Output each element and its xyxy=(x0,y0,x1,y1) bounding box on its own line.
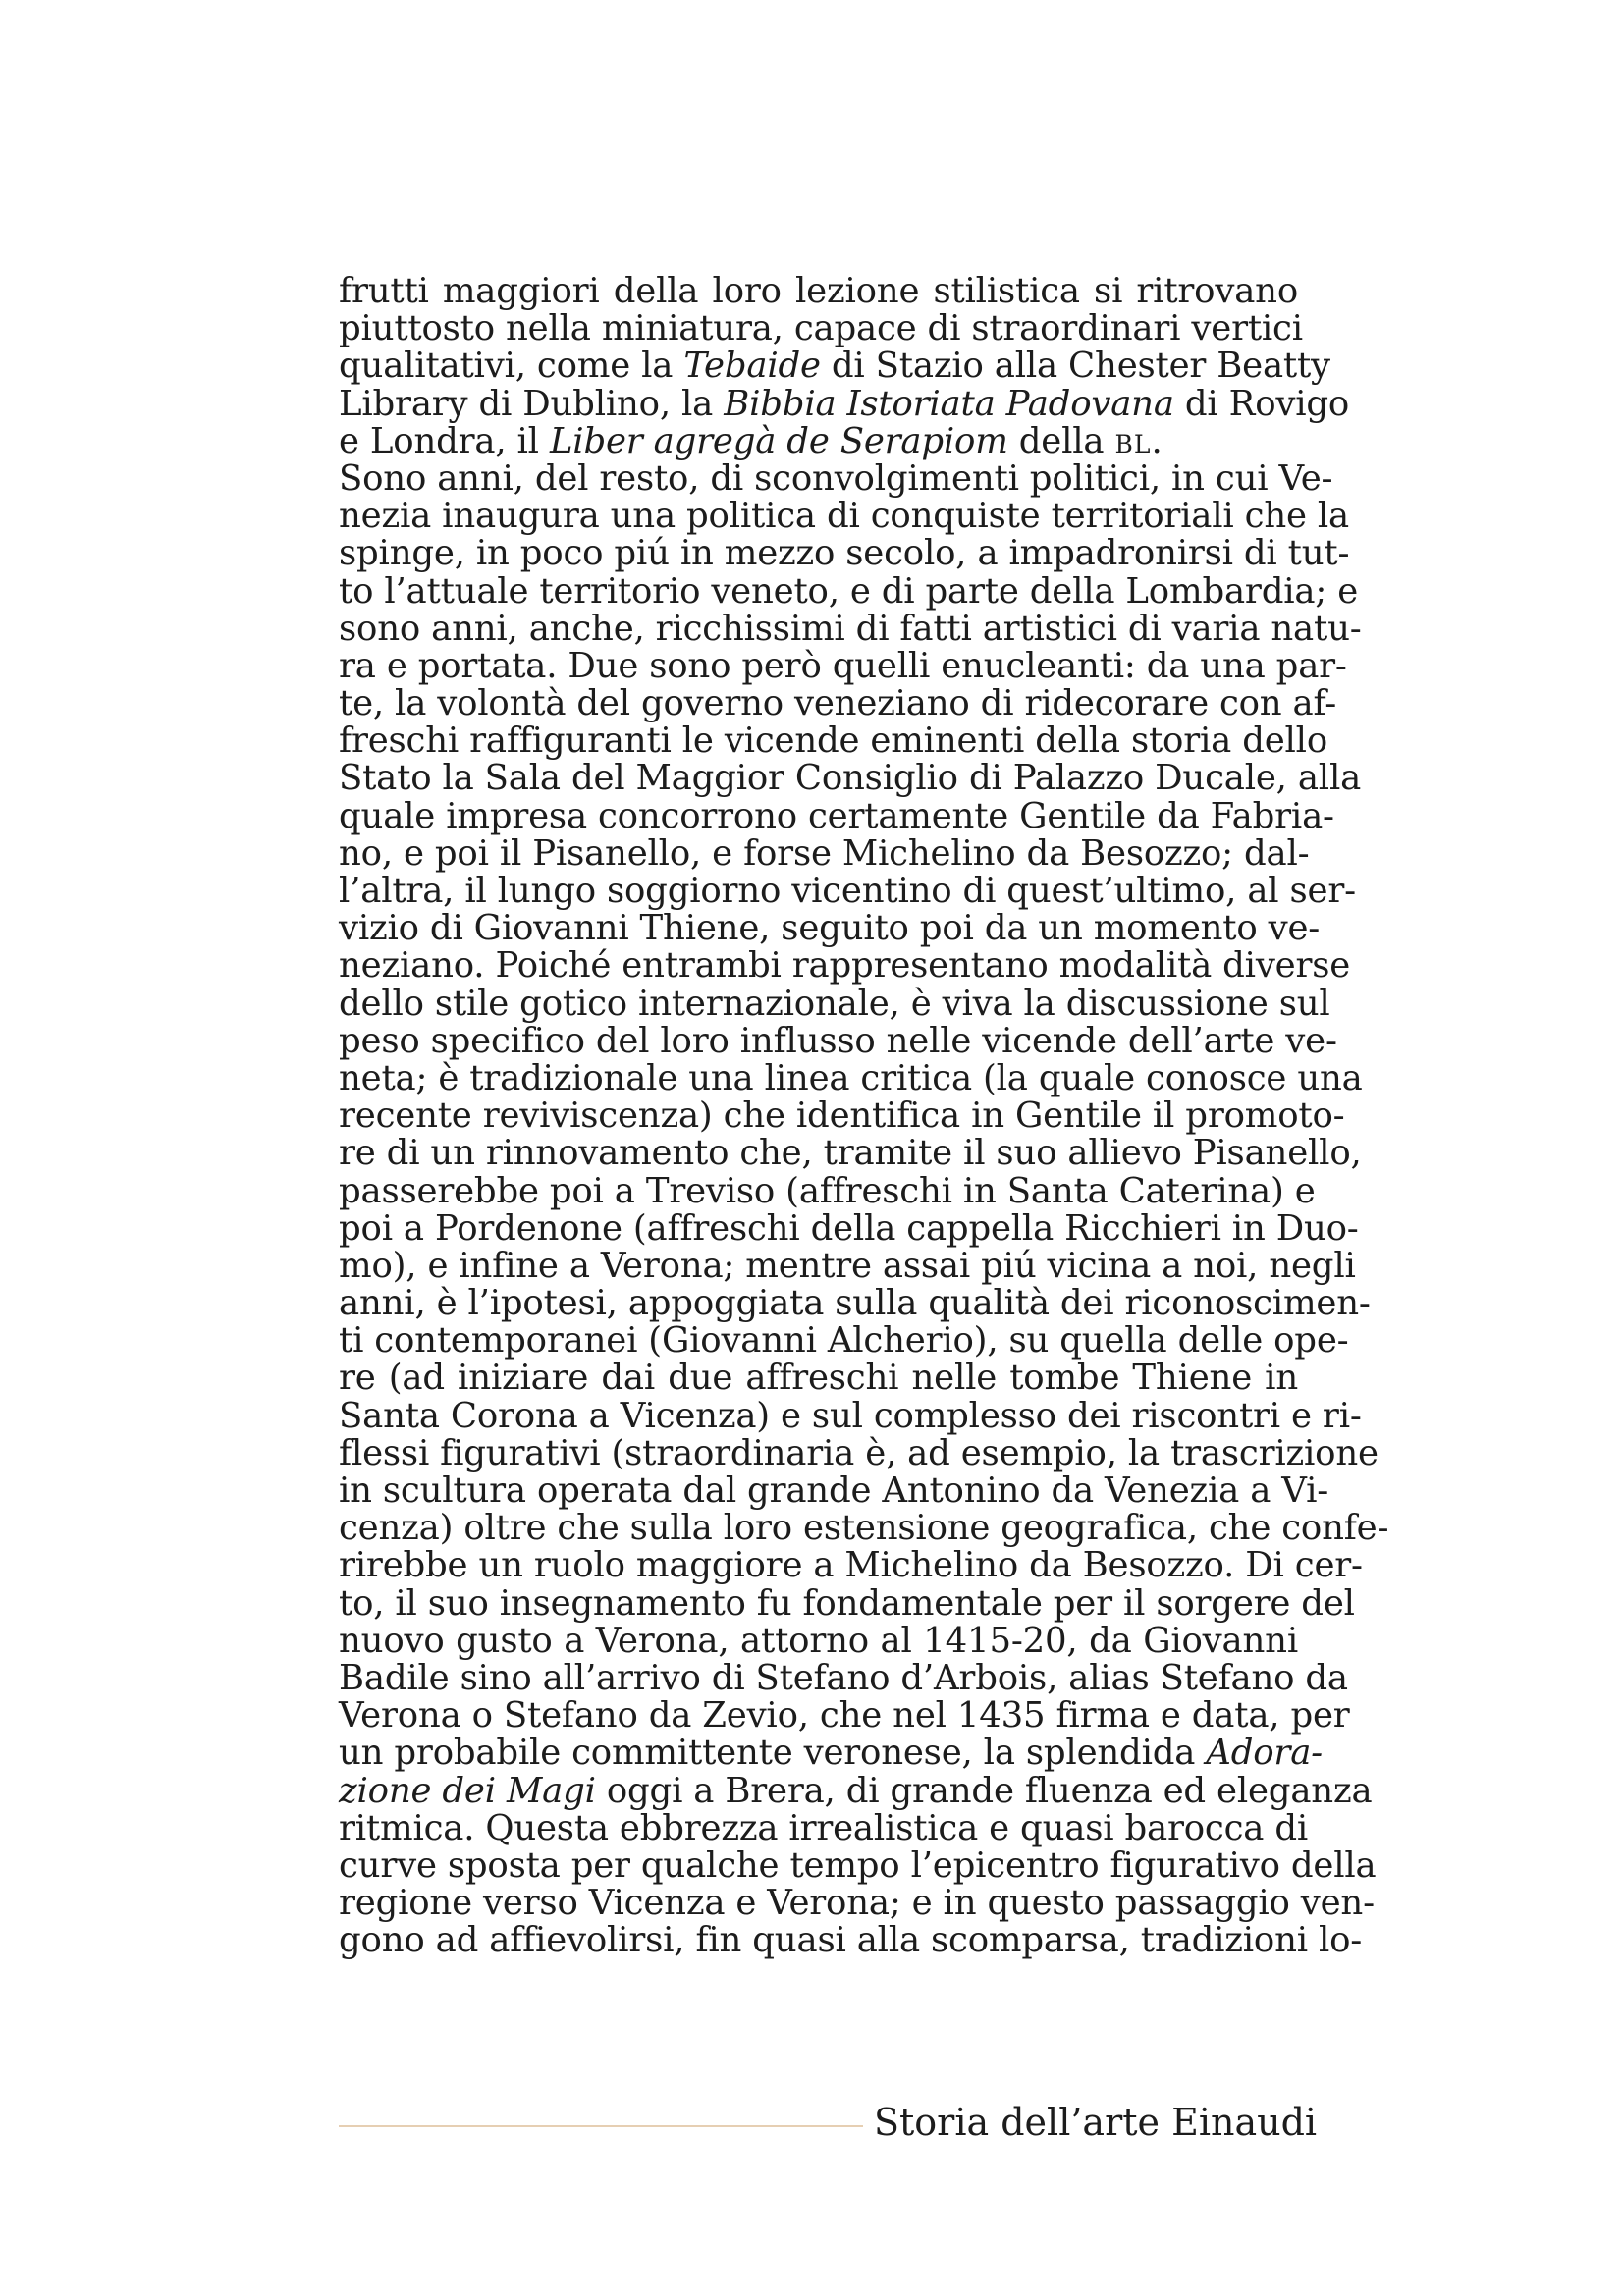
text-line: neziano. Poiché entrambi rappresentano modalità diverse xyxy=(339,945,1351,987)
text-line: regione verso Vicenza e Verona; e in questo passaggio ven- xyxy=(339,1883,1375,1924)
text-line: Santa Corona a Vicenza) e sul complesso dei riscontri e ri- xyxy=(339,1395,1362,1436)
text-line: re di un rinnovamento che, tramite il suo allievo Pisanello, xyxy=(339,1133,1362,1174)
text-line: neta; è tradizionale una linea critica (la quale conosce una xyxy=(339,1057,1363,1098)
text-line: ti contemporanei (Giovanni Alcherio), su quella delle ope- xyxy=(339,1320,1349,1362)
italic-title: zione dei Magi xyxy=(339,1770,596,1811)
text-line: Stato la Sala del Maggior Consiglio di Palazzo Ducale, alla xyxy=(339,758,1362,799)
text-line: recente reviviscenza) che identifica in Gentile il promoto- xyxy=(339,1095,1345,1137)
abbreviation: bl xyxy=(1114,420,1152,461)
text-line: cenza) oltre che sulla loro estensione geografica, che confe- xyxy=(339,1508,1389,1549)
text-line: quale impresa concorrono certamente Gentile da Fabria- xyxy=(339,795,1334,836)
text-line: zione dei Magi oggi a Brera, di grande fluenza ed eleganza xyxy=(339,1770,1373,1811)
text-line: ra e portata. Due sono però quelli enucleanti: da una par- xyxy=(339,645,1347,686)
italic-title: Tebaide xyxy=(683,346,821,387)
text-line: peso specifico del loro influsso nelle vicende dell’arte ve- xyxy=(339,1020,1337,1061)
text-line: ritmica. Questa ebbrezza irrealistica e quasi barocca di xyxy=(339,1807,1308,1848)
text-line: nezia inaugura una politica di conquiste territoriali che la xyxy=(339,496,1350,537)
text-line: in scultura operata dal grande Antonino da Venezia a Vi- xyxy=(339,1470,1329,1511)
text-line: piuttosto nella miniatura, capace di straordinari vertici xyxy=(339,308,1303,349)
italic-title: Bibbia Istoriata Padovana xyxy=(724,383,1174,424)
text-line: e Londra, il Liber agregà de Serapiom della bl. xyxy=(339,420,1163,461)
italic-title: Liber agregà de Serapiom xyxy=(549,420,1008,461)
text-line: to l’attuale territorio veneto, e di parte della Lombardia; e xyxy=(339,570,1358,612)
text-line: frutti maggiori della loro lezione stilistica si ritrovano xyxy=(339,271,1298,311)
footer-title: Storia dell’arte Einaudi xyxy=(874,2101,1318,2144)
text-line: no, e poi il Pisanello, e forse Michelino da Besozzo; dal- xyxy=(339,832,1310,874)
text-line: curve sposta per qualche tempo l’epicentro figurativo della xyxy=(339,1844,1377,1886)
text-line: re (ad iniziare dai due affreschi nelle tombe Thiene in xyxy=(339,1358,1298,1399)
text-line: vizio di Giovanni Thiene, seguito poi da un momento ve- xyxy=(339,908,1321,949)
text-line: gono ad affievolirsi, fin quasi alla scomparsa, tradizioni lo- xyxy=(339,1920,1363,1961)
text-line: spinge, in poco piú in mezzo secolo, a impadronirsi di tut- xyxy=(339,533,1350,574)
text-line: te, la volontà del governo veneziano di ridecorare con af- xyxy=(339,683,1336,724)
italic-title: Adora- xyxy=(1206,1733,1323,1774)
text-line: Sono anni, del resto, di sconvolgimenti politici, in cui Ve- xyxy=(339,457,1333,499)
text-line: nuovo gusto a Verona, attorno al 1415-20, da Giovanni xyxy=(339,1620,1298,1661)
footer-rule xyxy=(339,2125,863,2127)
text-line: un probabile committente veronese, la splendida Adora- xyxy=(339,1733,1323,1774)
text-line: dello stile gotico internazionale, è viva la discussione sul xyxy=(339,983,1330,1024)
text-line: sono anni, anche, ricchissimi di fatti artistici di varia natu- xyxy=(339,608,1362,649)
text-line: flessi figurativi (straordinaria è, ad esempio, la trascrizione xyxy=(339,1432,1379,1473)
text-line: Library di Dublino, la Bibbia Istoriata Padovana di Rovigo xyxy=(339,383,1350,424)
text-line: to, il suo insegnamento fu fondamentale per il sorgere del xyxy=(339,1582,1355,1624)
text-line: anni, è l’ipotesi, appoggiata sulla qualità dei riconoscimen- xyxy=(339,1283,1371,1324)
text-line: poi a Pordenone (affreschi della cappella Ricchieri in Duo- xyxy=(339,1207,1359,1249)
text-line: rirebbe un ruolo maggiore a Michelino da Besozzo. Di cer- xyxy=(339,1545,1363,1586)
text-line: passerebbe poi a Treviso (affreschi in Santa Caterina) e xyxy=(339,1170,1316,1211)
text-line: mo), e infine a Verona; mentre assai piú vicina a noi, negli xyxy=(339,1245,1356,1286)
text-line: Verona o Stefano da Zevio, che nel 1435 firma e data, per xyxy=(339,1695,1350,1736)
text-line: Badile sino all’arrivo di Stefano d’Arbois, alias Stefano da xyxy=(339,1657,1348,1698)
text-line: l’altra, il lungo soggiorno vicentino di quest’ultimo, al ser- xyxy=(339,871,1356,911)
body-text xyxy=(339,271,1389,1961)
text-line: qualitativi, come la Tebaide di Stazio alla Chester Beatty xyxy=(339,346,1330,387)
text-line: freschi raffiguranti le vicende eminenti della storia dello xyxy=(339,721,1328,762)
